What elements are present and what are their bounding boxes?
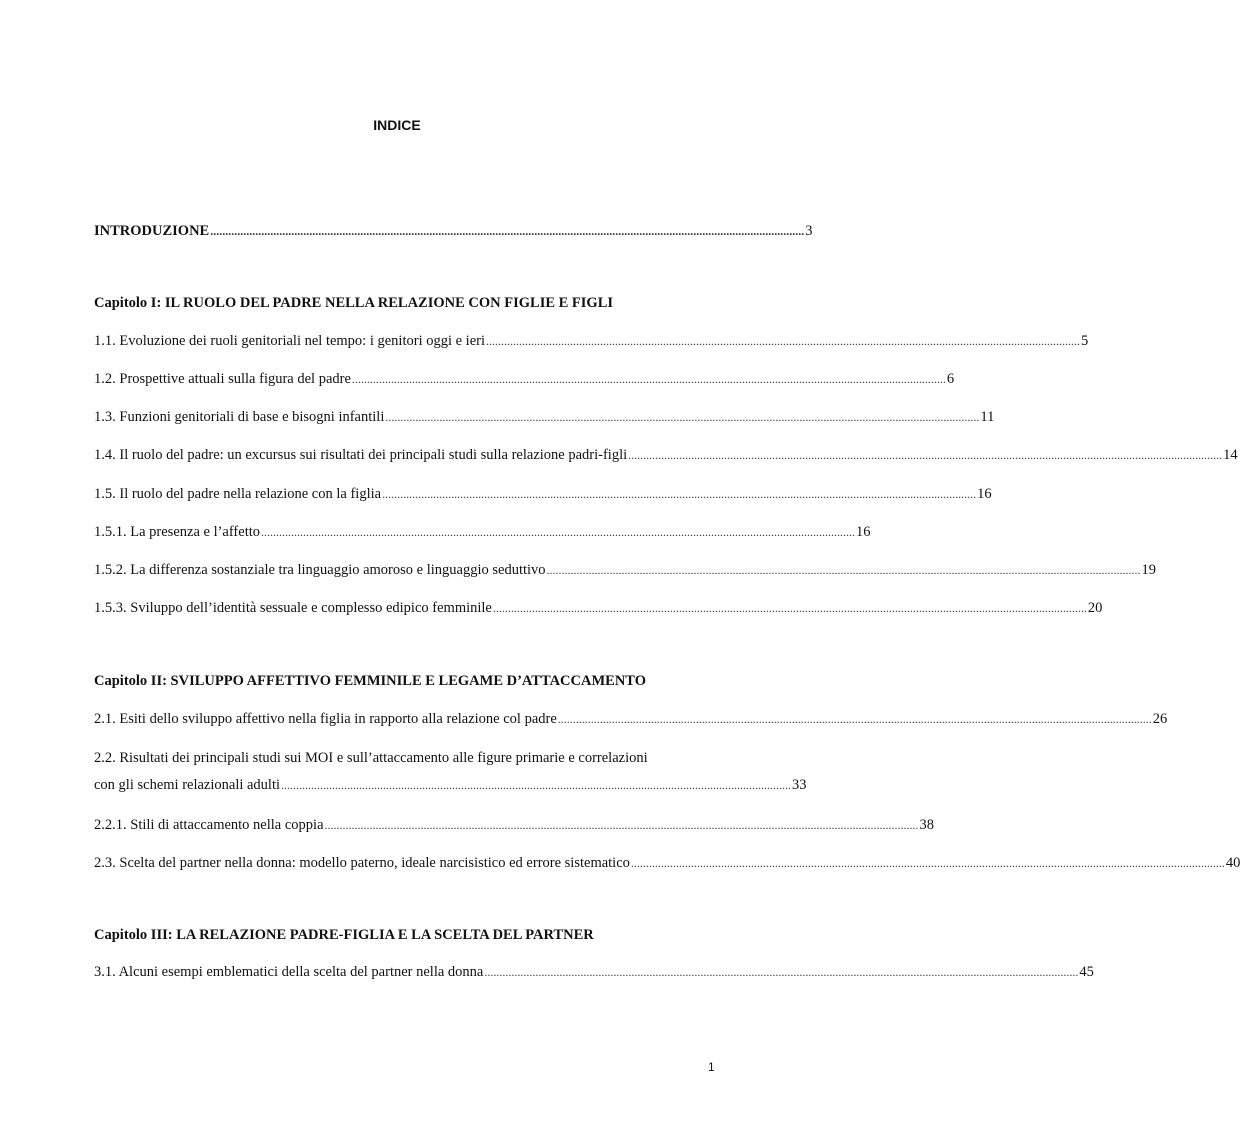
toc-label-line2: con gli schemi relazionali adulti	[94, 777, 281, 793]
chapter-2-heading	[94, 673, 724, 690]
toc-label: 2.1. Esiti dello sviluppo affettivo nella figlia in rapporto alla relazione col padre	[94, 711, 557, 727]
toc-label: 3.1. Alcuni esempi emblematici della scelta del partner nella donna	[94, 964, 484, 980]
leader-dots	[547, 563, 1141, 578]
leader-dots	[261, 525, 855, 540]
toc-label: INTRODUZIONE	[94, 223, 210, 239]
toc-label: 1.2. Prospettive attuali sulla figura del padre	[94, 371, 351, 387]
toc-page: 19	[1141, 562, 1157, 578]
toc-entry[interactable]	[94, 409, 995, 426]
toc-entry[interactable]	[94, 855, 1240, 872]
chapter-1-title: : IL RUOLO DEL PADRE NELLA RELAZIONE CON FIGLIE E FIGLI	[156, 295, 614, 311]
toc-label: 1.3. Funzioni genitoriali di base e bisogni infantili	[94, 409, 385, 425]
chapter-3-prefix: Capitolo III	[94, 927, 168, 943]
toc-label-continuation	[94, 772, 807, 799]
chapter-1-heading	[94, 295, 724, 312]
chapter-1-prefix: Capitolo I	[94, 295, 157, 311]
toc-page: 11	[980, 409, 995, 425]
toc-page: 3	[805, 223, 813, 239]
toc-label: 1.5.1. La presenza e l’affetto	[94, 524, 260, 540]
leader-dots	[210, 224, 804, 239]
toc-page: 40	[1225, 855, 1240, 871]
toc-page: 45	[1079, 964, 1094, 980]
toc-entry[interactable]	[94, 333, 1089, 350]
toc-page: 16	[977, 486, 992, 502]
toc-page: 33	[792, 777, 807, 793]
toc-page: 38	[919, 817, 935, 833]
toc-label: 1.5. Il ruolo del padre nella relazione con la figlia	[94, 486, 382, 502]
toc-entry[interactable]	[94, 711, 1168, 728]
toc-label: 2.2. Risultati dei principali studi sui MOI e sull’attaccamento alle figure primarie e correlazioni	[94, 750, 648, 766]
toc-page: 6	[946, 371, 955, 387]
chapter-3-title: : LA RELAZIONE PADRE-FIGLIA E LA SCELTA DEL PARTNER	[167, 927, 594, 943]
page-number: 1	[708, 1060, 715, 1074]
leader-dots	[486, 334, 1080, 349]
leader-dots	[628, 448, 1222, 463]
toc-page: 16	[856, 524, 871, 540]
toc-page: 20	[1087, 600, 1103, 616]
leader-dots	[484, 965, 1078, 980]
toc-entry[interactable]	[94, 817, 935, 834]
toc-entry[interactable]	[94, 447, 1238, 464]
chapter-2-title: : SVILUPPO AFFETTIVO FEMMINILE E LEGAME D’ATTACCAMENTO	[162, 673, 646, 689]
toc-label: 1.4. Il ruolo del padre: un excursus sui risultati dei principali studi sulla relazione padri-figli	[94, 447, 628, 463]
toc-page: 5	[1081, 333, 1089, 349]
page-title: INDICE	[373, 117, 421, 133]
chapter-3-heading	[94, 927, 724, 944]
toc-label: 1.1. Evoluzione dei ruoli genitoriali nel tempo: i genitori oggi e ieri	[94, 333, 486, 349]
toc-entry[interactable]	[94, 486, 992, 503]
toc-entry-introduzione[interactable]	[94, 223, 813, 240]
leader-dots	[352, 372, 946, 387]
toc-entry[interactable]	[94, 600, 1103, 617]
toc-page: 14	[1223, 447, 1238, 463]
toc-page: 26	[1152, 711, 1168, 727]
leader-dots	[493, 601, 1087, 616]
toc-entry[interactable]	[94, 562, 1157, 579]
leader-dots	[558, 712, 1152, 727]
leader-dots	[382, 487, 976, 502]
toc-label: 1.5.2. La differenza sostanziale tra linguaggio amoroso e linguaggio seduttivo	[94, 562, 546, 578]
toc-entry[interactable]	[94, 371, 955, 388]
leader-dots	[385, 410, 979, 425]
toc-entry[interactable]	[94, 524, 871, 541]
chapter-2-prefix: Capitolo II	[94, 673, 163, 689]
leader-dots: ..........................................................................................................................................................................	[281, 778, 792, 792]
toc-label: 2.2.1. Stili di attaccamento nella coppia	[94, 817, 324, 833]
leader-dots	[325, 818, 919, 833]
leader-dots	[631, 856, 1225, 871]
toc-entry-multiline[interactable]	[94, 745, 807, 799]
toc-label: 2.3. Scelta del partner nella donna: modello paterno, ideale narcisistico ed errore sistematico	[94, 855, 630, 871]
toc-entry[interactable]	[94, 964, 1094, 981]
toc-label: 1.5.3. Sviluppo dell’identità sessuale e complesso edipico femminile	[94, 600, 492, 616]
